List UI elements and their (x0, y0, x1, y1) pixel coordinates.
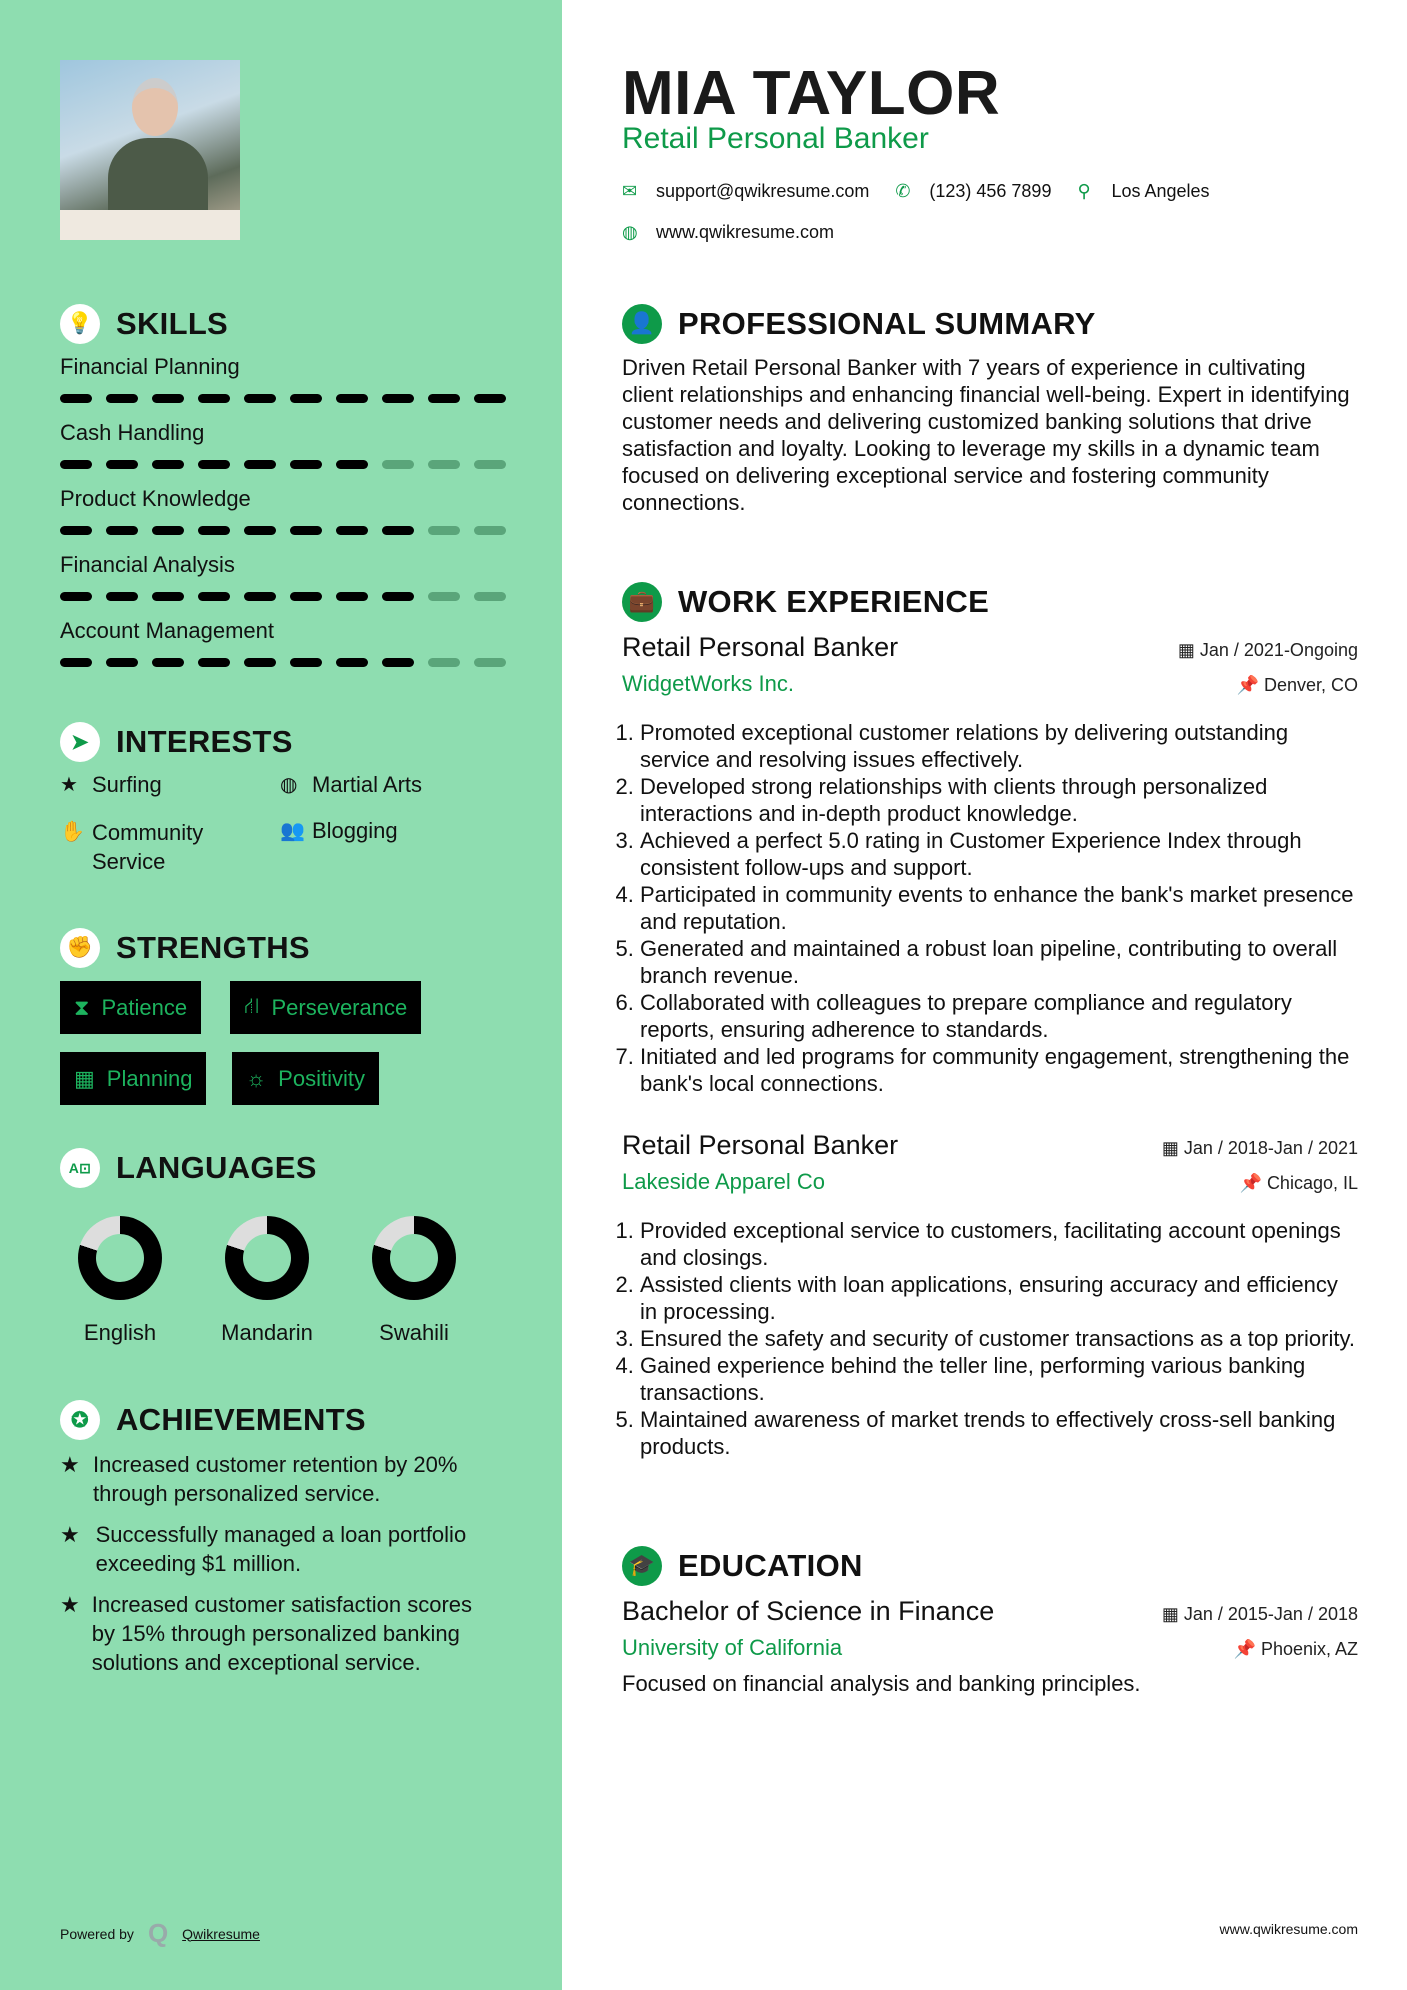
fist-icon: ✊ (60, 928, 100, 968)
skill-label: Financial Planning (60, 354, 240, 379)
skill-label: Account Management (60, 618, 275, 643)
skill-dash (60, 658, 92, 667)
skill-item (60, 618, 506, 667)
job-bullet: 2. Assisted clients with loan applications, ensuring accuracy and efficiency in processing. (640, 1271, 1358, 1325)
interest-item: ★ Surfing (60, 772, 162, 797)
skill-dash (152, 592, 184, 601)
summary-heading: 👤 PROFESSIONAL SUMMARY (622, 304, 1096, 344)
skill-level-bar (60, 592, 506, 601)
skill-level-bar (60, 526, 506, 535)
skill-dash (244, 460, 276, 469)
job-bullet: 7. Initiated and led programs for community engagement, strengthening the bank's local connections. (640, 1043, 1358, 1097)
skill-label: Cash Handling (60, 420, 205, 445)
briefcase-icon: 💼 (622, 582, 662, 622)
job-bullet: 3. Achieved a perfect 5.0 rating in Customer Experience Index through consistent follow-ups and support. (640, 827, 1358, 881)
skill-dash (428, 460, 460, 469)
globe-icon: ◍ (622, 222, 638, 242)
skill-dash (336, 658, 368, 667)
phone-icon: ✆ (895, 181, 911, 201)
skill-dash (474, 460, 506, 469)
skill-dash (428, 394, 460, 403)
skill-dash (198, 394, 230, 403)
degree: Bachelor of Science in Finance (622, 1596, 995, 1626)
language-label: Swahili (379, 1320, 449, 1345)
language-donut (372, 1216, 456, 1300)
company: WidgetWorks Inc. (622, 671, 794, 696)
skill-dash (198, 658, 230, 667)
skill-label: Financial Analysis (60, 552, 235, 577)
skill-level-bar (60, 658, 506, 667)
school: University of California (622, 1635, 843, 1660)
achievements-heading: ✪ ACHIEVEMENTS (60, 1400, 366, 1440)
skill-dash (244, 592, 276, 601)
strengths-heading: ✊ STRENGTHS (60, 928, 310, 968)
skill-dash (198, 592, 230, 601)
skill-dash (152, 394, 184, 403)
job-dates: ▦ Jan / 2018-Jan / 2021 (1161, 1138, 1358, 1158)
sun-icon: ☼ (246, 1065, 267, 1091)
powered-by: Powered by Q Qwikresume (60, 1918, 260, 1948)
calendar-icon: ▦ (1161, 1604, 1184, 1624)
job-bullet: 6. Collaborated with colleagues to prepare compliance and regulatory reports, ensuring adherence to standards. (640, 989, 1358, 1043)
interest-item: 👥 Blogging (280, 818, 398, 843)
skill-dash (474, 658, 506, 667)
skill-dash (60, 592, 92, 601)
skill-dash (152, 460, 184, 469)
work-heading: 💼 WORK EXPERIENCE (622, 582, 989, 622)
contact-row (622, 181, 1210, 202)
language-donut (225, 1216, 309, 1300)
skill-dash (106, 526, 138, 535)
skill-dash (60, 526, 92, 535)
skill-dash (290, 658, 322, 667)
globe-icon: ◍ (280, 774, 298, 796)
job-bullet: 1. Provided exceptional service to customers, facilitating account openings and closings. (640, 1217, 1358, 1271)
skill-item (60, 354, 506, 403)
skill-dash (198, 526, 230, 535)
calendar-icon: ▦ (1177, 640, 1200, 660)
profile-photo (60, 60, 240, 240)
star-icon: ★ (60, 774, 78, 796)
job-bullet: 1. Promoted exceptional customer relations by delivering outstanding service and resolving issues effectively. (640, 719, 1358, 773)
skill-dash (106, 658, 138, 667)
job-entry (622, 1130, 1358, 1460)
skill-dash (382, 526, 414, 535)
job-bullet: 3. Ensured the safety and security of customer transactions as a top priority. (640, 1325, 1358, 1352)
skill-dash (244, 394, 276, 403)
envelope-icon: ✉ (622, 181, 638, 201)
skill-dash (290, 526, 322, 535)
strength-chip: ⧗ Patience (60, 981, 201, 1034)
company: Lakeside Apparel Co (622, 1169, 826, 1194)
skill-dash (106, 394, 138, 403)
email[interactable]: support@qwikresume.com (656, 181, 870, 201)
education-heading: 🎓 EDUCATION (622, 1546, 863, 1586)
skill-dash (336, 592, 368, 601)
skill-dash (152, 526, 184, 535)
skill-level-bar (60, 460, 506, 469)
map-pin-icon: ⚲ (1077, 181, 1091, 201)
skill-dash (106, 592, 138, 601)
skill-item (60, 552, 506, 601)
website-row (622, 222, 834, 243)
users-icon: 👥 (280, 820, 305, 842)
skill-dash (428, 658, 460, 667)
skill-dash (60, 394, 92, 403)
strength-chip: ☼ Positivity (232, 1052, 379, 1105)
skill-dash (60, 460, 92, 469)
education-entry (622, 1596, 1358, 1697)
graduate-icon: 🎓 (622, 1546, 662, 1586)
skill-dash (290, 394, 322, 403)
job-bullet: 5. Generated and maintained a robust loan pipeline, contributing to overall branch revenue. (640, 935, 1358, 989)
skill-dash (382, 592, 414, 601)
skill-dash (152, 658, 184, 667)
job-entry (622, 632, 1358, 1097)
language-donut (78, 1216, 162, 1300)
job-bullets (622, 1217, 1358, 1460)
job-bullet: 4. Gained experience behind the teller line, performing various banking transactions. (640, 1352, 1358, 1406)
skill-dash (428, 592, 460, 601)
language-icon: A⊡ (60, 1148, 100, 1188)
job-bullet: 2. Developed strong relationships with clients through personalized interactions and in-depth product knowledge. (640, 773, 1358, 827)
skill-level-bar (60, 394, 506, 403)
strength-chip: ⛙ Perseverance (230, 981, 421, 1034)
job-location: 📌 Denver, CO (1236, 675, 1358, 695)
language-label: English (83, 1320, 157, 1345)
job-bullet: 4. Participated in community events to enhance the bank's market presence and reputation. (640, 881, 1358, 935)
achievement-item: ★ Increased customer satisfaction scores by 15% through personalized banking solutions and exceptional service. (60, 1592, 473, 1675)
skill-item (60, 420, 506, 469)
achievement-item: ★ Successfully managed a loan portfolio exceeding $1 million. (60, 1522, 467, 1576)
achievement-item: ★ Increased customer retention by 20% through personalized service. (60, 1452, 458, 1506)
interests-heading: ➤ INTERESTS (60, 722, 293, 762)
full-name: MIA TAYLOR (622, 59, 1001, 128)
calendar-icon: ▦ (74, 1065, 95, 1091)
job-bullets (622, 719, 1358, 1097)
skill-dash (382, 658, 414, 667)
paper-plane-icon: ➤ (60, 722, 100, 762)
skill-dash (198, 460, 230, 469)
website[interactable]: www.qwikresume.com (656, 222, 835, 242)
skill-dash (474, 394, 506, 403)
job-title: Retail Personal Banker (622, 632, 899, 662)
skill-dash (382, 394, 414, 403)
skill-dash (474, 592, 506, 601)
pin-icon: 📌 (1239, 1173, 1267, 1193)
stars-icon: ★ (60, 1522, 80, 1547)
hand-icon: ✋ (60, 821, 85, 843)
lightbulb-icon: 💡 (60, 304, 100, 344)
qwikresume-logo-icon: Q (147, 1918, 169, 1948)
languages-heading: A⊡ LANGUAGES (60, 1148, 317, 1188)
job-title: Retail Personal Banker (622, 122, 929, 155)
education-location: 📌 Phoenix, AZ (1233, 1639, 1358, 1659)
skill-dash (244, 658, 276, 667)
skill-item (60, 486, 506, 535)
calendar-icon: ▦ (1161, 1138, 1184, 1158)
hourglass-icon: ⧗ (74, 994, 90, 1020)
road-icon: ⛙ (244, 993, 260, 1018)
qwikresume-link[interactable]: Qwikresume (182, 1925, 260, 1942)
pin-icon: 📌 (1236, 675, 1264, 695)
location: Los Angeles (1111, 181, 1210, 201)
footer-site[interactable]: www.qwikresume.com (1219, 1921, 1358, 1937)
job-dates: ▦ Jan / 2021-Ongoing (1177, 640, 1358, 660)
skill-dash (382, 460, 414, 469)
stars-icon: ★ (60, 1592, 80, 1617)
skills-heading: 💡 SKILLS (60, 304, 228, 344)
education-dates: ▦ Jan / 2015-Jan / 2018 (1161, 1604, 1358, 1624)
skill-dash (290, 592, 322, 601)
language-item (60, 1216, 180, 1346)
languages-list (60, 1216, 474, 1346)
job-title: Retail Personal Banker (622, 1130, 899, 1160)
job-location: 📌 Chicago, IL (1239, 1173, 1358, 1193)
language-item (354, 1216, 474, 1346)
summary-text: Driven Retail Personal Banker with 7 years of experience in cultivating client relationships and enhancing financial well-being. Expert in identifying customer needs and delivering customized banking solutions that drive satisfaction and loyalty. Looking to leverage my skills in a dynamic team focused on delivering exceptional service and fostering community connections. (622, 355, 1350, 515)
phone: (123) 456 7899 (929, 181, 1052, 201)
language-label: Mandarin (221, 1320, 313, 1345)
star-badge-icon: ✪ (60, 1400, 100, 1440)
interest-item: ◍ Martial Arts (280, 772, 423, 797)
skill-dash (244, 526, 276, 535)
skill-dash (336, 394, 368, 403)
user-icon: 👤 (622, 304, 662, 344)
job-bullet: 5. Maintained awareness of market trends to effectively cross-sell banking products. (640, 1406, 1358, 1460)
pin-icon: 📌 (1233, 1639, 1261, 1659)
skill-dash (336, 526, 368, 535)
skills-list (60, 354, 506, 684)
skill-dash (428, 526, 460, 535)
strength-chip: ▦ Planning (60, 1052, 206, 1105)
skill-dash (106, 460, 138, 469)
skill-label: Product Knowledge (60, 486, 251, 511)
skill-dash (336, 460, 368, 469)
language-item (207, 1216, 327, 1346)
education-description: Focused on financial analysis and banking principles. (622, 1671, 1141, 1696)
interest-item: ✋ Community Service (60, 820, 204, 874)
skill-dash (474, 526, 506, 535)
skill-dash (290, 460, 322, 469)
stars-icon: ★ (60, 1452, 80, 1477)
